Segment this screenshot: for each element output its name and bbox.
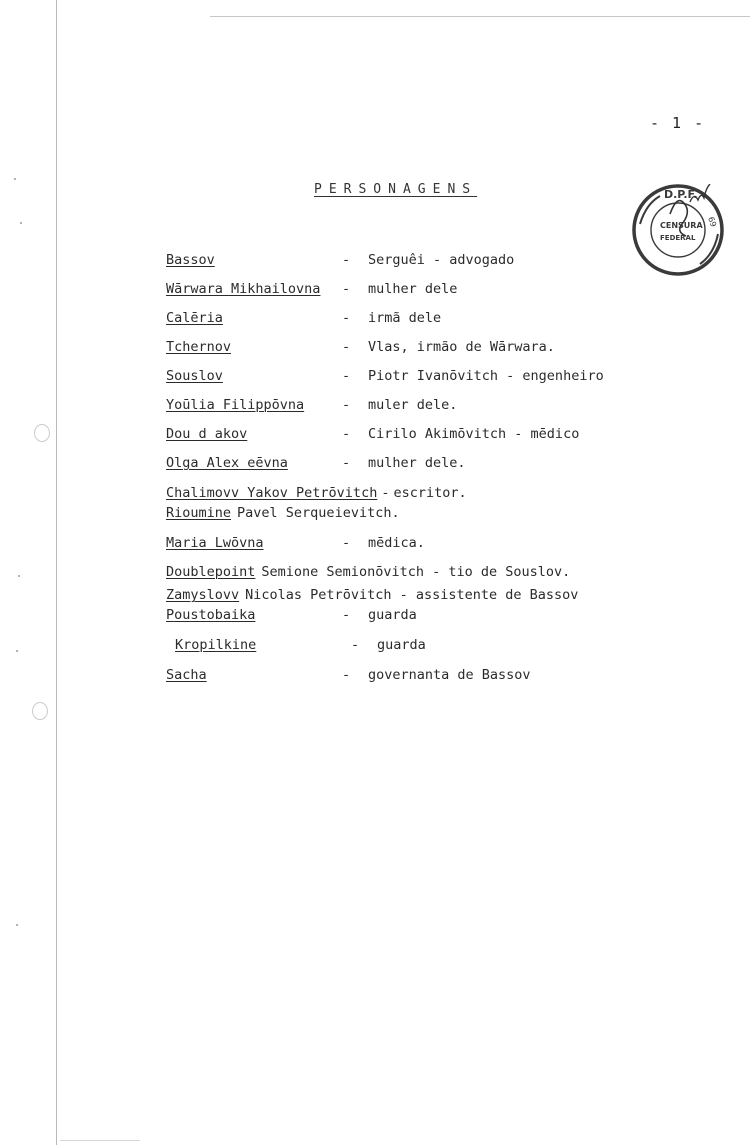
character-dash: - (342, 310, 351, 326)
character-description: Vlas, irmão de Wārwara. (368, 339, 555, 355)
paper-speck (14, 178, 16, 180)
character-row (166, 395, 458, 415)
paper-speck (20, 222, 22, 224)
punch-hole-mark (34, 424, 50, 442)
character-dash: - (342, 339, 351, 355)
character-dash: - (342, 607, 351, 623)
punch-hole-mark (32, 702, 48, 720)
stamp-center-line1: CENSURA (660, 221, 703, 230)
character-name: Doublepoint (166, 564, 256, 580)
character-description: mulher dele. (368, 455, 466, 471)
character-name: Yoūlia Filippōvna (166, 397, 305, 413)
character-dash: - (351, 637, 360, 653)
character-row (166, 424, 580, 444)
stamp-year: 69 (706, 215, 719, 229)
character-row (166, 308, 442, 328)
character-name: Tchernov (166, 339, 232, 355)
character-row (166, 562, 570, 582)
stamp-inner-ring (651, 203, 705, 257)
character-dash: - (381, 485, 390, 501)
character-row (166, 585, 578, 605)
character-description: guarda (377, 637, 426, 653)
paper-speck (16, 650, 18, 652)
paper-speck (16, 924, 18, 926)
binding-margin-line (56, 0, 57, 1145)
character-row (166, 250, 515, 270)
character-dash: - (342, 455, 351, 471)
character-description: Pavel Serqueievitch. (237, 505, 400, 521)
character-row (166, 366, 604, 386)
page-number: - 1 - (650, 114, 706, 132)
character-name: Bassov (166, 252, 215, 268)
paper-speck (18, 575, 20, 577)
character-dash: - (342, 535, 351, 551)
character-dash: - (342, 667, 351, 683)
signature-mark (670, 201, 687, 236)
censorship-stamp (630, 184, 730, 280)
character-row (166, 605, 417, 625)
character-description: Piotr Ivanōvitch - engenheiro (368, 368, 604, 384)
character-description: irmã dele (368, 310, 442, 326)
character-row (166, 533, 425, 553)
character-name: Wārwara Mikhailovna (166, 281, 321, 297)
character-row (175, 635, 426, 655)
character-description: muler dele. (368, 397, 458, 413)
character-name: Sacha (166, 667, 207, 683)
character-name: Kropilkine (175, 637, 257, 653)
character-name: Rioumine (166, 505, 232, 521)
character-row (166, 483, 467, 503)
character-description: Nicolas Petrōvitch - assistente de Bassov (245, 587, 579, 603)
page-title: PERSONAGENS (314, 182, 478, 197)
character-description: governanta de Bassov (368, 667, 531, 683)
character-description: mēdica. (368, 535, 425, 551)
character-name: Dou d akov (166, 426, 248, 442)
character-name: Souslov (166, 368, 223, 384)
character-row (166, 503, 400, 523)
stamp-center-line2: FEDERAL (660, 234, 696, 242)
stamp-top-text: D.P.F. (664, 188, 698, 201)
character-description: mulher dele (368, 281, 458, 297)
character-name: Poustobaika (166, 607, 256, 623)
character-dash: - (342, 252, 351, 268)
character-name: Olga Alex eēvna (166, 455, 288, 471)
character-name: Maria Lwōvna (166, 535, 264, 551)
character-dash: - (342, 397, 351, 413)
character-row (166, 337, 555, 357)
character-description: Semione Semionōvitch - tio de Souslov. (261, 564, 571, 580)
character-name: Calēria (166, 310, 223, 326)
character-row (166, 665, 531, 685)
character-name: Chalimovv Yakov Petrōvitch (166, 485, 378, 501)
top-edge-rule (210, 16, 750, 17)
character-name: Zamyslovv (166, 587, 240, 603)
character-row (166, 453, 466, 473)
character-description: escritor. (393, 485, 467, 501)
character-row (166, 279, 458, 299)
character-description: guarda (368, 607, 417, 623)
character-description: Serguêi - advogado (368, 252, 515, 268)
character-dash: - (342, 368, 351, 384)
character-description: Cirilo Akimōvitch - mēdico (368, 426, 580, 442)
bottom-edge-rule (60, 1140, 140, 1141)
character-dash: - (342, 281, 351, 297)
character-dash: - (342, 426, 351, 442)
